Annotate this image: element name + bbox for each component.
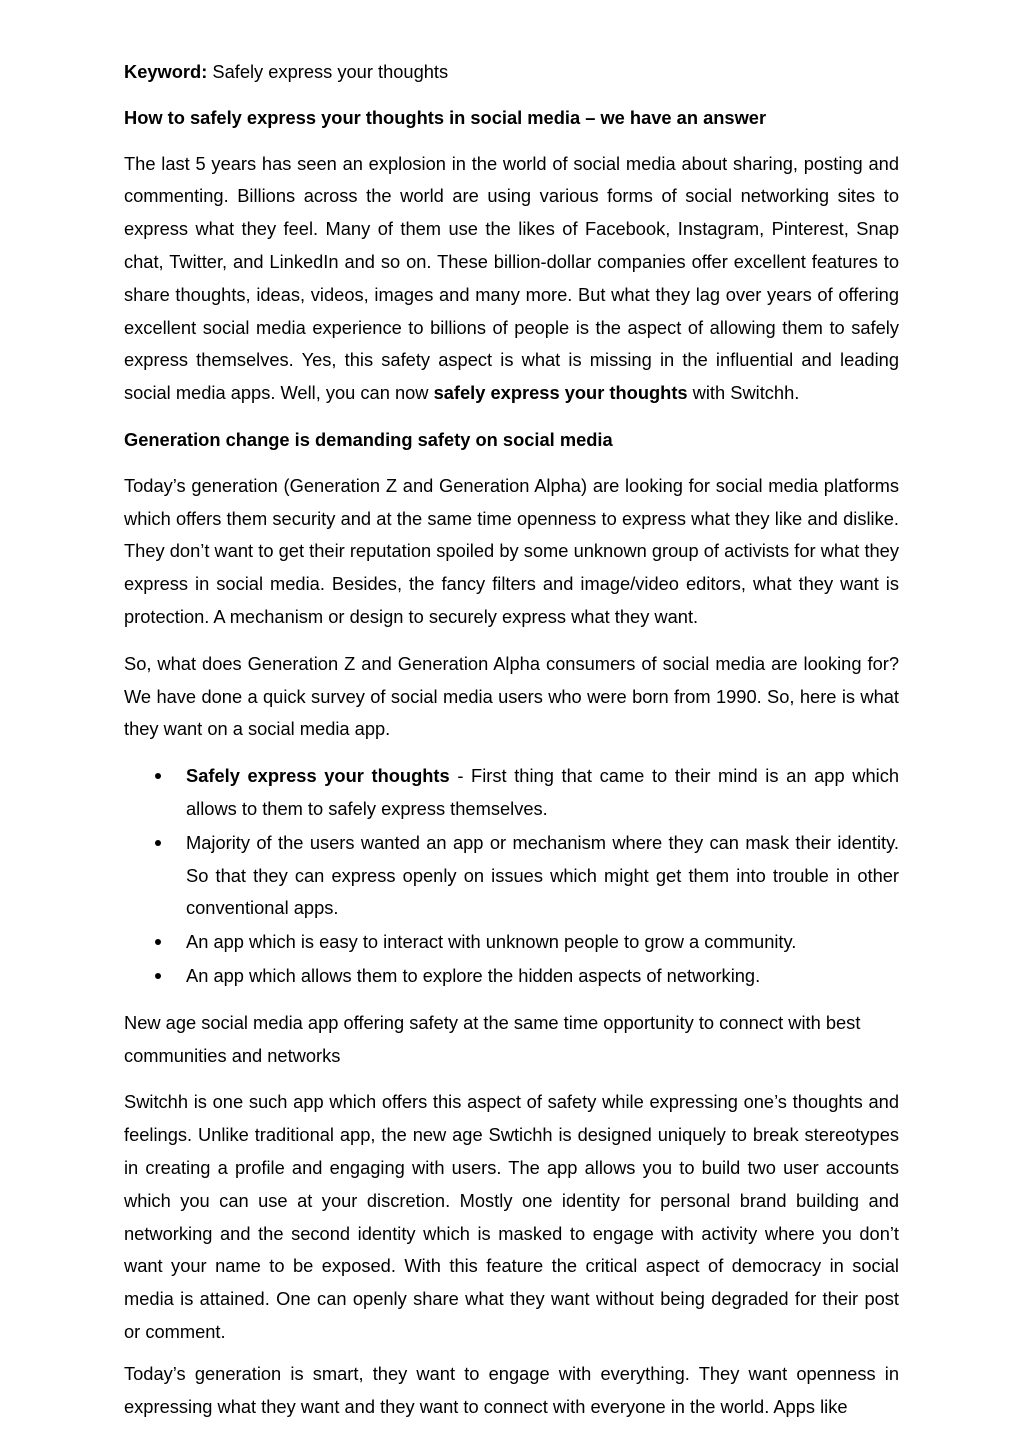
list-item [124,926,899,959]
document-continuation [124,1358,899,1424]
list-item-text: An app which is easy to interact with unknown people to grow a community. [186,931,797,953]
intro-text: The last 5 years has seen an explosion in the world of social media about sharing, posting and commenting. Billions across the world are using various forms of social networking sites to express what they feel. Many of them use the likes of Facebook, Instagram, Pinterest, Snap chat, Twitter, and LinkedIn and so on. These billion-dollar companies offer excellent features to share thoughts, ideas, videos, images and many more. But what they lag over years of offering excellent social media experience to billions of people is the aspect of allowing them to safely express themselves. Yes, this safety aspect is what is missing in the influential and leading social media apps. Well, you can now [124,152,899,404]
bullet-icon [155,840,161,846]
section-heading-generation-change: Generation change is demanding safety on social media [124,428,613,450]
bullet-icon [155,939,161,945]
article-title: How to safely express your thoughts in social media – we have an answer [124,106,767,128]
intro-paragraph [124,148,899,410]
list-item-text: - First thing that came to their mind is an app which allows to them to safely express themselves. [186,765,899,819]
bullet-icon [155,973,161,979]
switchh-paragraph: Switchh is one such app which offers this aspect of safety while expressing one’s thoughts and feelings. Unlike traditional app, the new age Swtichh is designed uniquely to break stereotypes in creating a profile and engaging with users. The app allows you to build two user accounts which you can use at your discretion. Mostly one identity for personal brand building and networking and the second identity which is masked to engage with activity where you don’t want your name to be exposed. With this feature the critical aspect of democracy in social media is attained. One can openly share what they want without being degraded for their post or comment. [124,1091,899,1342]
document-page [124,56,899,1363]
list-item [124,960,899,993]
list-item-text: An app which allows them to explore the hidden aspects of networking. [186,964,761,986]
intro-bold-phrase: safely express your thoughts [433,382,688,404]
list-item [124,827,899,925]
list-item [124,760,899,826]
keyword-label: Keyword: [124,61,208,82]
list-item-text: Majority of the users wanted an app or mechanism where they can mask their identity. So that they can express openly on issues which might get them into trouble in other conventional apps. [186,831,899,919]
keyword-value: Safely express your thoughts [207,61,449,82]
section-heading-new-age-app: New age social media app offering safety at the same time opportunity to connect with best communities and networks [124,1011,861,1066]
survey-bullet-list [124,760,899,993]
bullet-icon [155,773,161,779]
keyword-line [124,56,899,89]
closing-paragraph: Today’s generation is smart, they want to engage with everything. They want openness in expressing what they want and they want to connect with everyone in the world. Apps like [124,1363,899,1417]
list-item-bold: Safely express your thoughts [186,765,450,787]
generation-paragraph-2: So, what does Generation Z and Generation Alpha consumers of social media are looking for? We have done a quick survey of social media users who were born from 1990. So, here is what they want on a social media app. [124,652,899,740]
intro-text-end: with Switchh. [687,382,800,404]
generation-paragraph-1: Today’s generation (Generation Z and Generation Alpha) are looking for social media platforms which offers them security and at the same time openness to express what they like and dislike. They don’t want to get their reputation spoiled by some unknown group of activists for what they express in social media. Besides, the fancy filters and image/video editors, what they want is protection. A mechanism or design to securely express what they want. [124,474,899,627]
